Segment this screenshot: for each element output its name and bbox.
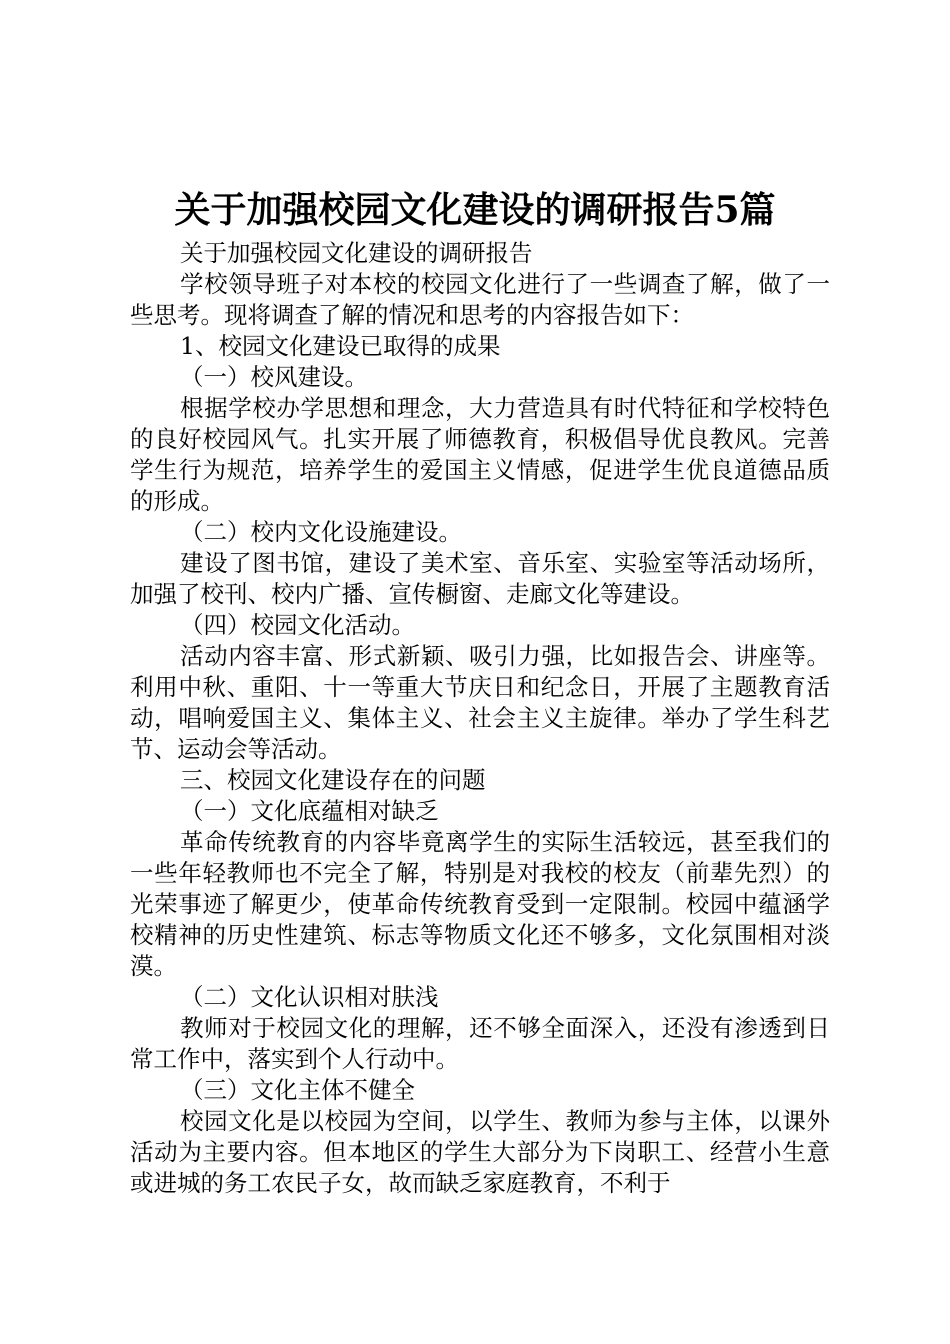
- paragraph-shallow-understanding: 教师对于校园文化的理解，还不够全面深入，还没有渗透到日常工作中，落实到个人行动中。: [130, 1014, 830, 1073]
- document-title: 关于加强校园文化建设的调研报告5篇: [174, 189, 776, 231]
- section-heading-problems: 三、校园文化建设存在的问题: [180, 766, 486, 794]
- paragraph-culture-lacking: 革命传统教育的内容毕竟离学生的实际生活较远，甚至我们的一些年轻教师也不完全了解，特别是对我校的校友（前辈先烈）的光荣事迹了解更少，使革命传统教育受到一定限制。校园中蕴涵学校精神的历史性建筑、标志等物质文化还不够多，文化氛围相对淡漠。: [130, 828, 830, 980]
- subsection-heading-shallow-understanding: （二）文化认识相对肤浅: [180, 983, 439, 1011]
- subsection-heading-school-spirit: （一）校风建设。: [180, 363, 368, 391]
- intro-paragraph: 学校领导班子对本校的校园文化进行了一些调查了解，做了一些思考。现将调查了解的情况和思考的内容报告如下：: [130, 270, 830, 329]
- paragraph-activities: 活动内容丰富、形式新颖、吸引力强，比如报告会、讲座等。利用中秋、重阳、十一等重大节庆日和纪念日，开展了主题教育活动，唱响爱国主义、集体主义、社会主义主旋律。举办了学生科艺节、运动会等活动。: [130, 642, 830, 763]
- subsection-heading-activities: （四）校园文化活动。: [180, 611, 415, 639]
- paragraph-incomplete-subject: 校园文化是以校园为空间，以学生、教师为参与主体，以课外活动为主要内容。但本地区的学生大部分为下岗职工、经营小生意或进城的务工农民子女，故而缺乏家庭教育，不利于: [130, 1107, 830, 1197]
- paragraph-school-spirit: 根据学校办学思想和理念，大力营造具有时代特征和学校特色的良好校园风气。扎实开展了师德教育，积极倡导优良教风。完善学生行为规范，培养学生的爱国主义情感，促进学生优良道德品质的形成。: [130, 394, 830, 515]
- paragraph-facilities: 建设了图书馆，建设了美术室、音乐室、实验室等活动场所，加强了校刊、校内广播、宣传橱窗、走廊文化等建设。: [130, 549, 830, 608]
- subsection-heading-facilities: （二）校内文化设施建设。: [180, 518, 462, 546]
- report-subtitle: 关于加强校园文化建设的调研报告: [180, 239, 533, 267]
- section-heading-achievements: 1、校园文化建设已取得的成果: [180, 332, 501, 360]
- subsection-heading-incomplete-subject: （三）文化主体不健全: [180, 1076, 415, 1104]
- subsection-heading-culture-lacking: （一）文化底蕴相对缺乏: [180, 797, 439, 825]
- document-body: [130, 238, 830, 1199]
